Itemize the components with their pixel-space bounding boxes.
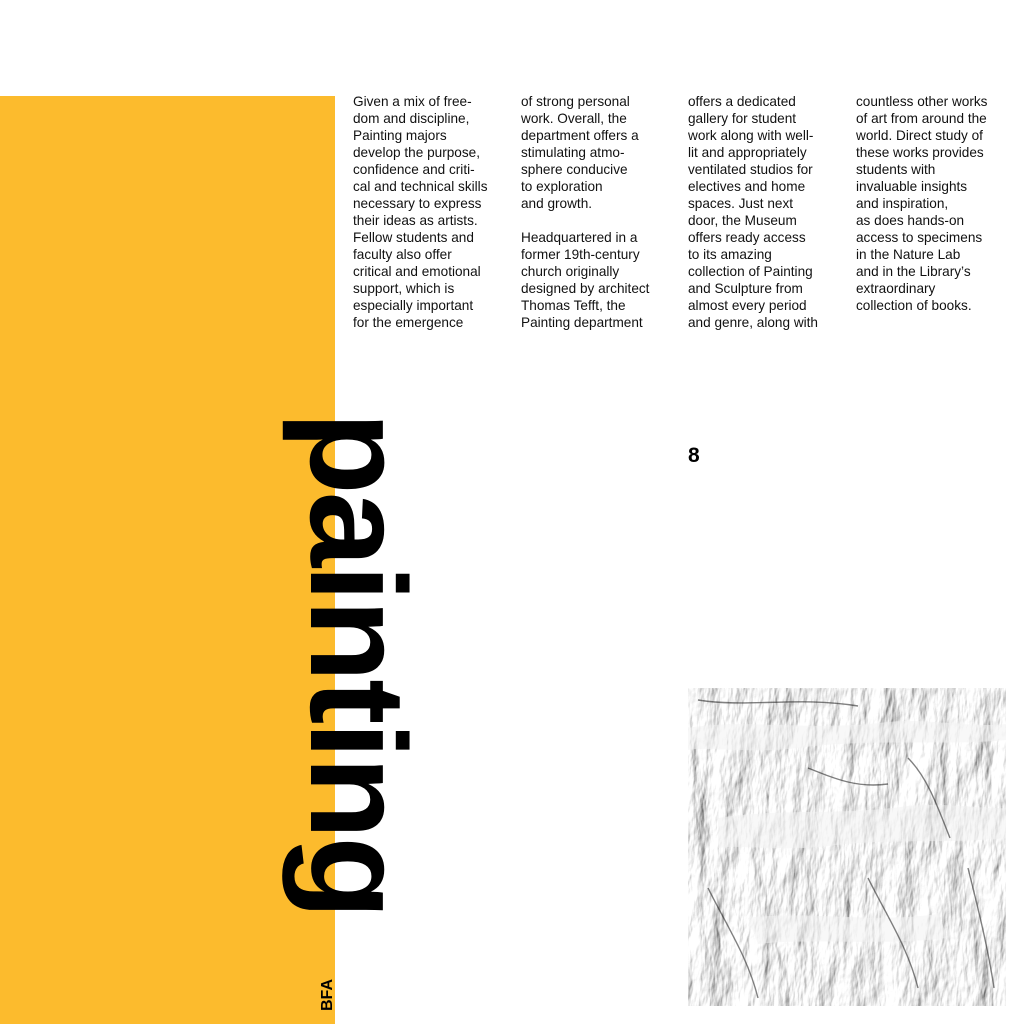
column-1-paragraph-1: Given a mix of free- dom and discipline, Painting majors develop the purpose, confidence and criti- cal and technical skills necessary to express their ideas as artists. Fellow students and faculty also offer critical and emotional support, which is especially important for the emergence — [353, 94, 488, 330]
text-column-2 — [521, 93, 679, 331]
text-column-4 — [856, 93, 1014, 314]
page-number: 8 — [688, 444, 700, 467]
column-2-paragraph-2: Headquartered in a former 19th-century church originally designed by architect Thomas Tefft, the Painting department — [521, 230, 650, 330]
text-column-1 — [353, 93, 511, 331]
column-3-paragraph-1: offers a dedicated gallery for student work along with well- lit and appropriately ventilated studios for electives and home spaces. Just next door, the Museum offers ready access to its amazing collection of Painting and Sculpture from almost every period and genre, along with — [688, 94, 818, 330]
paint-texture-image — [688, 688, 1006, 1006]
department-title: painting — [282, 411, 434, 917]
column-2-paragraph-1: of strong personal work. Overall, the department offers a stimulating atmo- sphere conducive to exploration and growth. — [521, 94, 639, 211]
text-column-3 — [688, 93, 846, 331]
degree-label: BFA — [319, 979, 336, 1011]
column-4-paragraph-1: countless other works of art from around the world. Direct study of these works provides students with invaluable insights and inspiration, as does hands-on access to specimens in the Nature Lab and in the Library’s extraordinary collection of books. — [856, 94, 988, 313]
paint-texture-graphic — [688, 688, 1006, 1006]
